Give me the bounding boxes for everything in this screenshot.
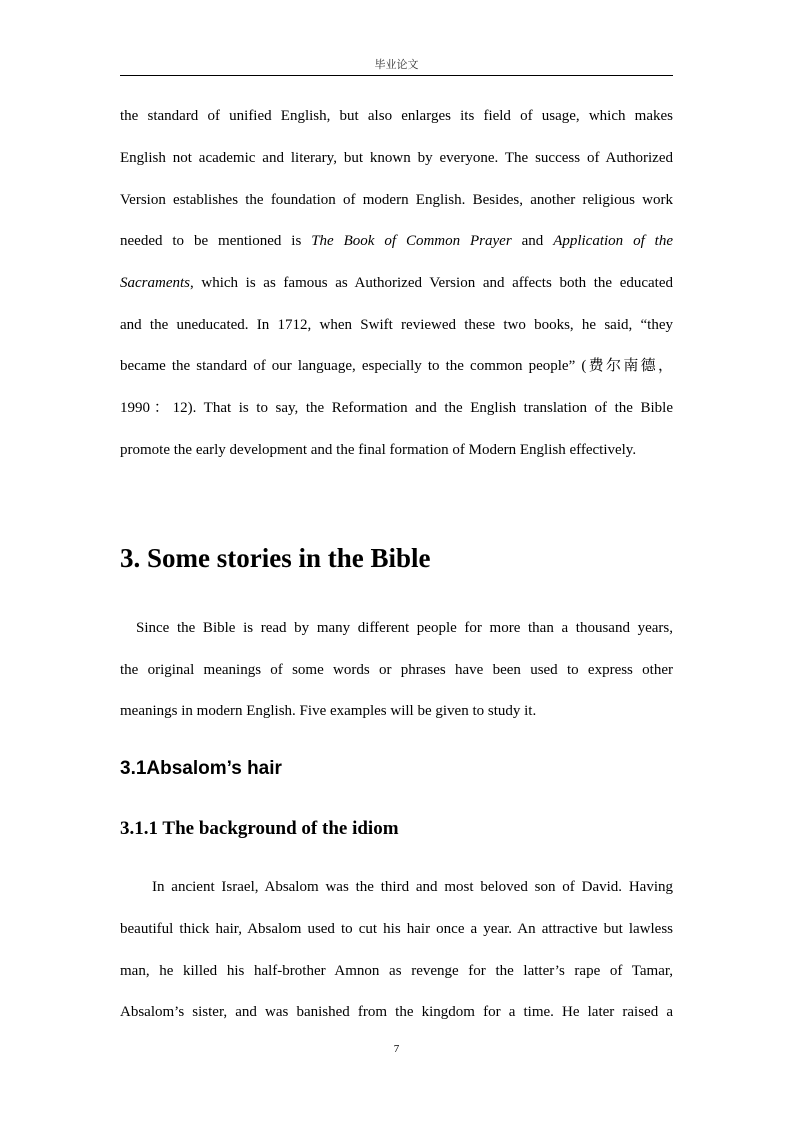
text-line: became the standard of our language, especially to the common people” (费尔南德， bbox=[120, 358, 673, 374]
subsection-heading: 3.1Absalom’s hair bbox=[120, 758, 282, 779]
text-line: man, he killed his half-brother Amnon as revenge for the latter’s rape of Tamar, bbox=[120, 963, 673, 979]
book-title: Sacraments bbox=[120, 275, 190, 291]
section-heading: 3. Some stories in the Bible bbox=[120, 543, 431, 573]
text-line: beautiful thick hair, Absalom used to cut his hair once a year. An attractive but lawless bbox=[120, 921, 673, 937]
header-rule bbox=[120, 75, 673, 76]
text-line: the standard of unified English, but also enlarges its field of usage, which makes bbox=[120, 108, 673, 124]
text-line: promote the early development and the final formation of Modern English effectively. bbox=[120, 442, 637, 458]
text-line bbox=[120, 231, 673, 251]
book-title: The Book of Common Prayer bbox=[311, 233, 512, 249]
text-span: needed to be mentioned is bbox=[120, 233, 312, 249]
text-line: 1990：12). That is to say, the Reformation and the English translation of the Bible bbox=[120, 400, 673, 416]
text-line bbox=[120, 273, 673, 293]
text-line: English not academic and literary, but known by everyone. The success of Authorized bbox=[120, 150, 673, 166]
text-line: meanings in modern English. Five examples will be given to study it. bbox=[120, 703, 537, 719]
running-header: 毕业论文 bbox=[374, 58, 419, 71]
text-line: the original meanings of some words or phrases have been used to express other bbox=[120, 662, 673, 678]
book-title: Application of the bbox=[553, 233, 673, 249]
text-line: Version establishes the foundation of modern English. Besides, another religious work bbox=[120, 192, 673, 208]
text-line: Absalom’s sister, and was banished from the kingdom for a time. He later raised a bbox=[120, 1004, 673, 1020]
text-span: and bbox=[511, 233, 554, 249]
page-number: 7 bbox=[393, 1043, 400, 1055]
text-line: and the uneducated. In 1712, when Swift reviewed these two books, he said, “they bbox=[120, 317, 673, 333]
text-span: , which is as famous as Authorized Version and affects both the educated bbox=[190, 275, 673, 291]
text-line: In ancient Israel, Absalom was the third and most beloved son of David. Having bbox=[152, 879, 673, 895]
text-line: Since the Bible is read by many different people for more than a thousand years, bbox=[136, 620, 673, 636]
subsubsection-heading: 3.1.1 The background of the idiom bbox=[120, 818, 399, 839]
